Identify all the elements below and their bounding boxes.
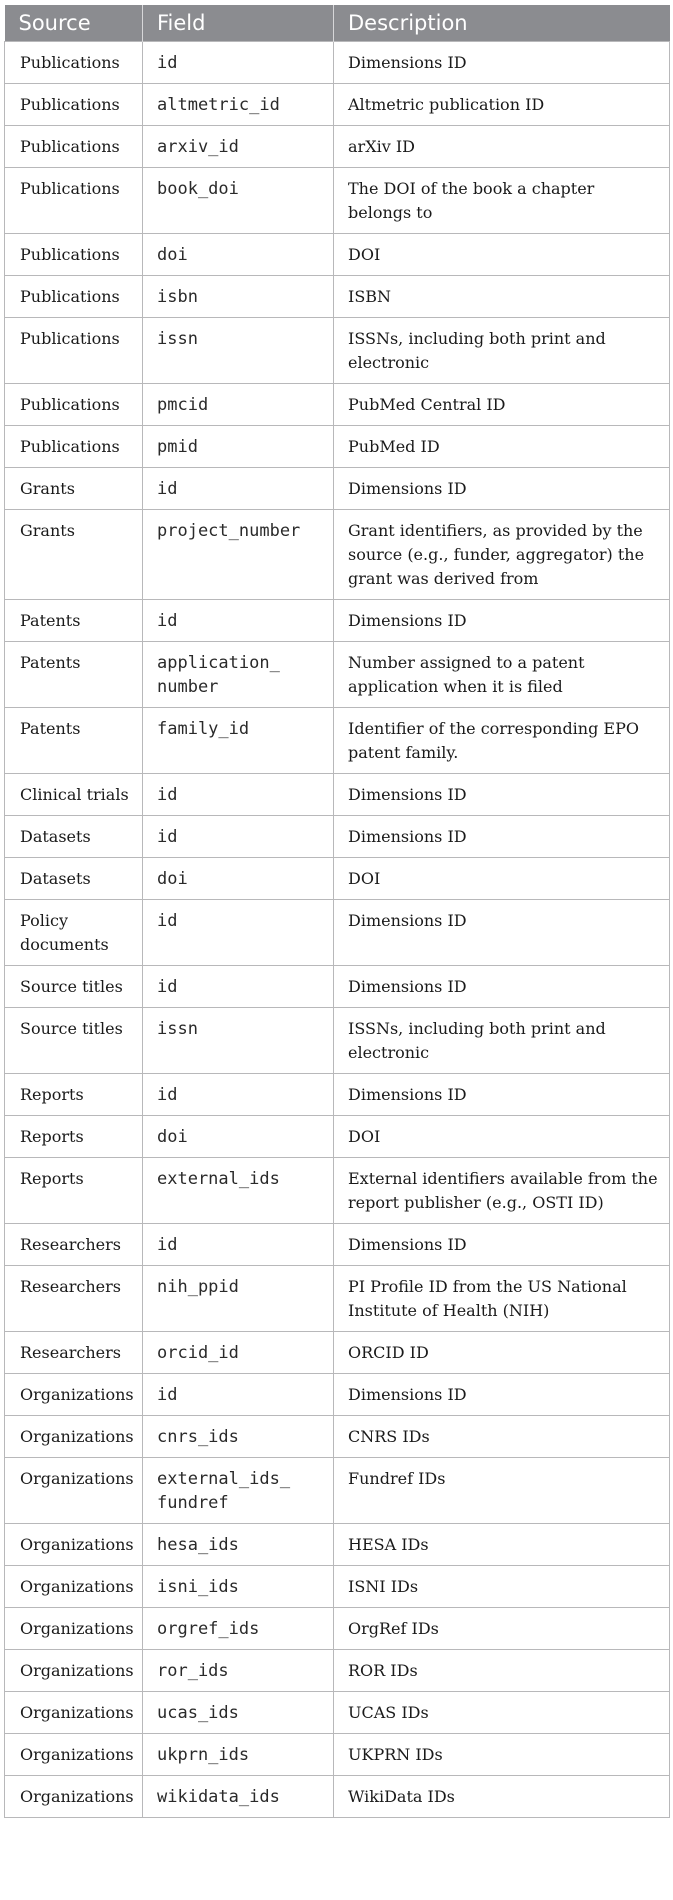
- table-row: [5, 168, 670, 234]
- description-cell: Fundref IDs: [334, 1458, 670, 1524]
- field-cell: id: [143, 600, 334, 642]
- source-cell: Clinical trials: [5, 774, 143, 816]
- description-cell: Dimensions ID: [334, 1224, 670, 1266]
- field-cell: id: [143, 774, 334, 816]
- description-cell: WikiData IDs: [334, 1776, 670, 1818]
- table-row: [5, 1116, 670, 1158]
- description-cell: UKPRN IDs: [334, 1734, 670, 1776]
- field-cell: doi: [143, 1116, 334, 1158]
- table-row: [5, 1776, 670, 1818]
- description-cell: ISNI IDs: [334, 1566, 670, 1608]
- field-cell: id: [143, 900, 334, 966]
- source-cell: Source titles: [5, 966, 143, 1008]
- field-cell: orcid_id: [143, 1332, 334, 1374]
- field-cell: orgref_ids: [143, 1608, 334, 1650]
- field-cell: id: [143, 1374, 334, 1416]
- source-cell: Reports: [5, 1158, 143, 1224]
- source-cell: Reports: [5, 1074, 143, 1116]
- description-cell: ISSNs, including both print and electronic: [334, 1008, 670, 1074]
- field-cell: book_doi: [143, 168, 334, 234]
- description-cell: PI Profile ID from the US National Institute of Health (NIH): [334, 1266, 670, 1332]
- description-cell: CNRS IDs: [334, 1416, 670, 1458]
- field-cell: id: [143, 1224, 334, 1266]
- field-cell: doi: [143, 234, 334, 276]
- source-cell: Organizations: [5, 1776, 143, 1818]
- field-cell: id: [143, 1074, 334, 1116]
- table-row: [5, 1416, 670, 1458]
- source-cell: Publications: [5, 126, 143, 168]
- table-body: [5, 42, 670, 1818]
- field-cell: nih_ppid: [143, 1266, 334, 1332]
- description-cell: DOI: [334, 858, 670, 900]
- source-cell: Organizations: [5, 1416, 143, 1458]
- table-row: [5, 1332, 670, 1374]
- identifier-table: [4, 5, 670, 1818]
- table-row: [5, 84, 670, 126]
- description-cell: OrgRef IDs: [334, 1608, 670, 1650]
- description-cell: Dimensions ID: [334, 774, 670, 816]
- description-cell: Dimensions ID: [334, 1374, 670, 1416]
- field-cell: ukprn_ids: [143, 1734, 334, 1776]
- description-cell: DOI: [334, 234, 670, 276]
- source-cell: Source titles: [5, 1008, 143, 1074]
- source-cell: Organizations: [5, 1692, 143, 1734]
- field-cell: ucas_ids: [143, 1692, 334, 1734]
- source-cell: Datasets: [5, 858, 143, 900]
- table-row: [5, 1008, 670, 1074]
- source-cell: Grants: [5, 510, 143, 600]
- field-cell: issn: [143, 318, 334, 384]
- description-cell: Dimensions ID: [334, 600, 670, 642]
- table-row: [5, 468, 670, 510]
- field-cell: external_ids: [143, 1158, 334, 1224]
- header-row: [5, 5, 670, 42]
- description-cell: Number assigned to a patent application when it is filed: [334, 642, 670, 708]
- table-row: [5, 858, 670, 900]
- table-row: [5, 126, 670, 168]
- description-cell: PubMed Central ID: [334, 384, 670, 426]
- table-row: [5, 234, 670, 276]
- source-cell: Patents: [5, 708, 143, 774]
- description-cell: UCAS IDs: [334, 1692, 670, 1734]
- field-cell: hesa_ids: [143, 1524, 334, 1566]
- field-cell: id: [143, 816, 334, 858]
- description-cell: Dimensions ID: [334, 966, 670, 1008]
- table-header: [5, 5, 670, 42]
- table-row: [5, 1524, 670, 1566]
- field-cell: wikidata_ids: [143, 1776, 334, 1818]
- field-cell: family_id: [143, 708, 334, 774]
- table-row: [5, 510, 670, 600]
- field-cell: project_number: [143, 510, 334, 600]
- source-cell: Publications: [5, 42, 143, 84]
- description-cell: ISSNs, including both print and electronic: [334, 318, 670, 384]
- description-cell: ROR IDs: [334, 1650, 670, 1692]
- field-cell: pmcid: [143, 384, 334, 426]
- table-row: [5, 318, 670, 384]
- table-row: [5, 816, 670, 858]
- description-cell: Altmetric publication ID: [334, 84, 670, 126]
- source-cell: Publications: [5, 234, 143, 276]
- source-cell: Publications: [5, 426, 143, 468]
- table-row: [5, 774, 670, 816]
- source-cell: Grants: [5, 468, 143, 510]
- table-row: [5, 1224, 670, 1266]
- source-cell: Publications: [5, 168, 143, 234]
- description-cell: ORCID ID: [334, 1332, 670, 1374]
- source-cell: Organizations: [5, 1374, 143, 1416]
- table-row: [5, 642, 670, 708]
- table-row: [5, 1458, 670, 1524]
- source-cell: Publications: [5, 276, 143, 318]
- description-cell: Dimensions ID: [334, 468, 670, 510]
- identifier-table-container: [4, 5, 669, 1818]
- field-cell: id: [143, 42, 334, 84]
- field-cell: pmid: [143, 426, 334, 468]
- header-description: Description: [334, 5, 670, 42]
- source-cell: Patents: [5, 600, 143, 642]
- source-cell: Researchers: [5, 1224, 143, 1266]
- description-cell: ISBN: [334, 276, 670, 318]
- source-cell: Reports: [5, 1116, 143, 1158]
- table-row: [5, 966, 670, 1008]
- description-cell: Dimensions ID: [334, 900, 670, 966]
- source-cell: Organizations: [5, 1566, 143, 1608]
- field-cell: id: [143, 468, 334, 510]
- source-cell: Publications: [5, 384, 143, 426]
- field-cell: isbn: [143, 276, 334, 318]
- header-source: Source: [5, 5, 143, 42]
- source-cell: Researchers: [5, 1266, 143, 1332]
- table-row: [5, 1650, 670, 1692]
- description-cell: Dimensions ID: [334, 1074, 670, 1116]
- field-cell: isni_ids: [143, 1566, 334, 1608]
- table-row: [5, 1374, 670, 1416]
- table-row: [5, 708, 670, 774]
- source-cell: Patents: [5, 642, 143, 708]
- table-row: [5, 1266, 670, 1332]
- source-cell: Policy documents: [5, 900, 143, 966]
- table-row: [5, 1608, 670, 1650]
- description-cell: The DOI of the book a chapter belongs to: [334, 168, 670, 234]
- field-cell: issn: [143, 1008, 334, 1074]
- source-cell: Publications: [5, 84, 143, 126]
- field-cell: external_ids_ fundref: [143, 1458, 334, 1524]
- description-cell: arXiv ID: [334, 126, 670, 168]
- table-row: [5, 1158, 670, 1224]
- table-row: [5, 42, 670, 84]
- source-cell: Researchers: [5, 1332, 143, 1374]
- description-cell: Dimensions ID: [334, 816, 670, 858]
- description-cell: HESA IDs: [334, 1524, 670, 1566]
- field-cell: doi: [143, 858, 334, 900]
- table-row: [5, 384, 670, 426]
- table-row: [5, 426, 670, 468]
- field-cell: ror_ids: [143, 1650, 334, 1692]
- source-cell: Publications: [5, 318, 143, 384]
- field-cell: arxiv_id: [143, 126, 334, 168]
- source-cell: Organizations: [5, 1458, 143, 1524]
- field-cell: application_ number: [143, 642, 334, 708]
- field-cell: cnrs_ids: [143, 1416, 334, 1458]
- field-cell: altmetric_id: [143, 84, 334, 126]
- table-row: [5, 276, 670, 318]
- source-cell: Organizations: [5, 1734, 143, 1776]
- source-cell: Organizations: [5, 1524, 143, 1566]
- field-cell: id: [143, 966, 334, 1008]
- source-cell: Datasets: [5, 816, 143, 858]
- table-row: [5, 1734, 670, 1776]
- table-row: [5, 600, 670, 642]
- table-row: [5, 1074, 670, 1116]
- table-row: [5, 900, 670, 966]
- table-row: [5, 1692, 670, 1734]
- description-cell: External identifiers available from the report publisher (e.g., OSTI ID): [334, 1158, 670, 1224]
- description-cell: Identifier of the corresponding EPO patent family.: [334, 708, 670, 774]
- source-cell: Organizations: [5, 1650, 143, 1692]
- description-cell: Dimensions ID: [334, 42, 670, 84]
- table-row: [5, 1566, 670, 1608]
- description-cell: PubMed ID: [334, 426, 670, 468]
- description-cell: DOI: [334, 1116, 670, 1158]
- source-cell: Organizations: [5, 1608, 143, 1650]
- header-field: Field: [143, 5, 334, 42]
- description-cell: Grant identifiers, as provided by the source (e.g., funder, aggregator) the grant was derived from: [334, 510, 670, 600]
